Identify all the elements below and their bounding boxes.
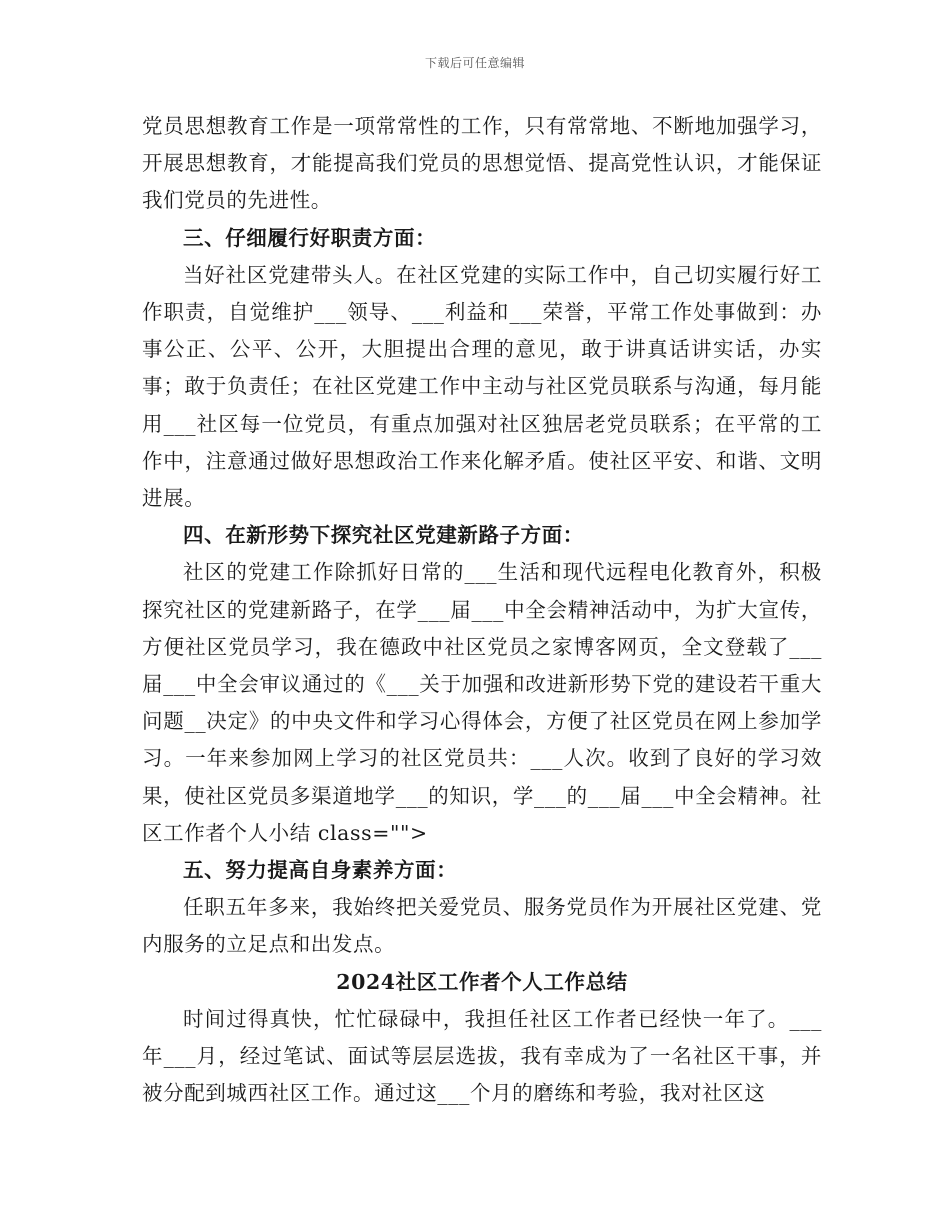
document-body bbox=[142, 108, 822, 1112]
paragraph-new-path: 社区的党建工作除抓好日常的___生活和现代远程电化教育外，积极探究社区的党建新路子，在学___届___中全会精神活动中，为扩大宣传，方便社区党员学习，我在德政中社区党员之家博客网页，全文登载了___届___中全会审议通过的《___关于加强和改进新形势下党的建设若干重大问题__决定》的中央文件和学习心得体会，方便了社区党员在网上参加学习。一年来参加网上学习的社区党员共：___人次。收到了良好的学习效果，使社区党员多渠道地学___的知识，学___的___届___中全会精神。社区工作者个人小结 class=""> bbox=[142, 560, 822, 845]
document-title: 2024社区工作者个人工作总结 bbox=[336, 969, 628, 994]
paragraph-education: 党员思想教育工作是一项常常性的工作，只有常常地、不断地加强学习，开展思想教育，才能提高我们党员的思想觉悟、提高党性认识，才能保证我们党员的先进性。 bbox=[142, 114, 822, 213]
section-heading-self-improvement: 五、努力提高自身素养方面： bbox=[183, 858, 458, 883]
paragraph-self-improvement: 任职五年多来，我始终把关爱党员、服务党员作为开展社区党建、党内服务的立足点和出发点。 bbox=[142, 895, 822, 957]
page-header: 下载后可任意编辑 bbox=[424, 56, 525, 70]
paragraph-duties: 当好社区党建带头人。在社区党建的实际工作中，自己切实履行好工作职责，自觉维护___领导、___利益和___荣誉，平常工作处事做到：办事公正、公平、公开，大胆提出合理的意见，敢于讲真话讲实话，办实事；敢于负责任；在社区党建工作中主动与社区党员联系与沟通，每月能用___社区每一位党员，有重点加强对社区独居老党员联系；在平常的工作中，注意通过做好思想政治工作来化解矛盾。使社区平安、和谐、文明进展。 bbox=[142, 262, 822, 511]
paragraph-summary-intro: 时间过得真快，忙忙碌碌中，我担任社区工作者已经快一年了。___年___月，经过笔试、面试等层层选拔，我有幸成为了一名社区干事，并被分配到城西社区工作。通过这___个月的磨练和考验，我对社区这 bbox=[142, 1006, 822, 1106]
section-heading-new-path: 四、在新形势下探究社区党建新路子方面： bbox=[183, 523, 584, 548]
section-heading-duties: 三、仔细履行好职责方面： bbox=[183, 225, 437, 250]
